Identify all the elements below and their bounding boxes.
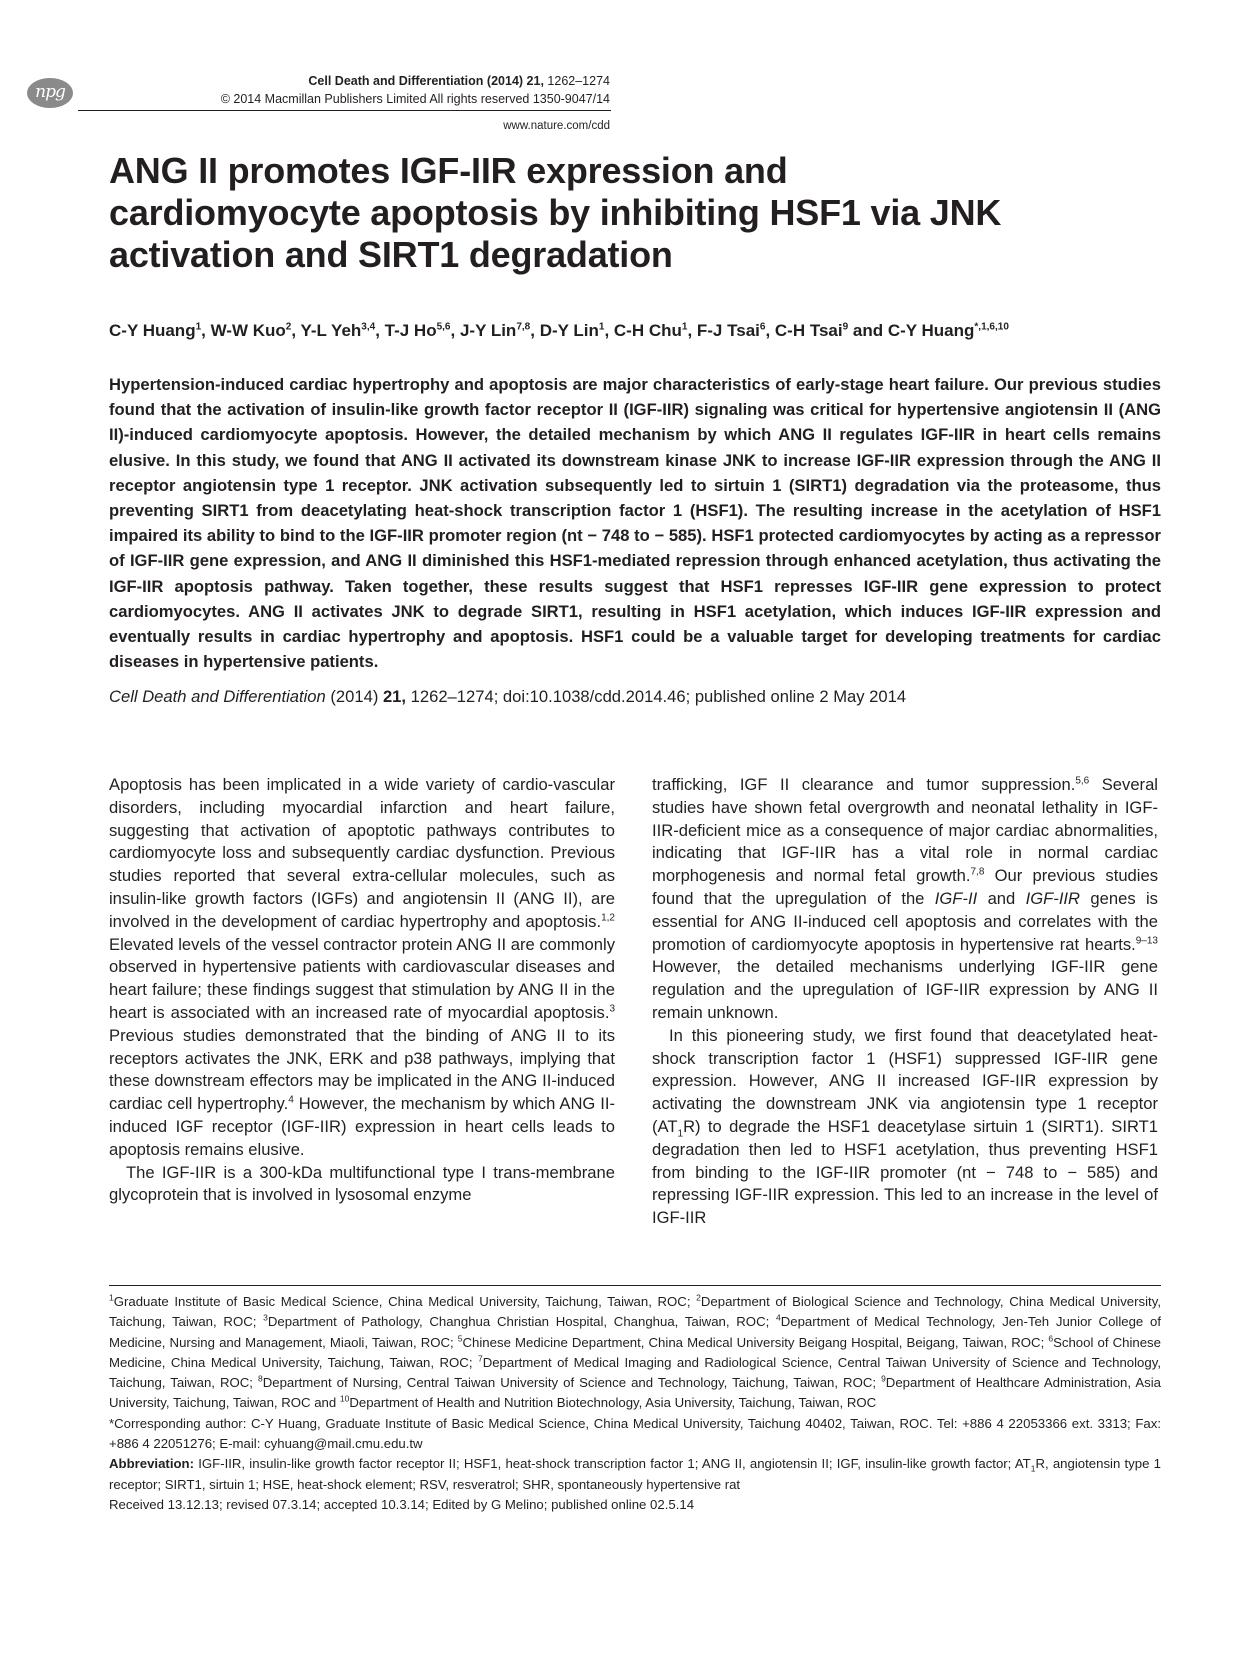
affiliation-number: 10 (339, 1394, 350, 1405)
affiliation-number: 1 (109, 1292, 114, 1303)
header-divider (78, 110, 611, 111)
affiliation-number: 7 (477, 1353, 483, 1364)
author-affiliation: 5,6 (436, 321, 451, 333)
body-text: Previous studies demonstrated that the binding of ANG II to its receptors activates the JNK, ERK and p38 pathways, implying that these downstream effectors may be implicated in the ANG II-induced cardiac cell hypertrophy. (109, 1025, 615, 1114)
author-affiliation: *,1,6,10 (974, 321, 1009, 333)
author-affiliation: 1 (681, 321, 688, 333)
body-paragraph: The IGF-IIR is a 300-kDa multifunctional type I trans-membrane glycoprotein that is involved in lysosomal enzyme (109, 1162, 615, 1205)
body-column-right (652, 774, 1158, 1230)
footnote-divider (109, 1285, 1161, 1286)
author-separator: , (450, 321, 460, 340)
affiliations (109, 1292, 1161, 1414)
author-separator: , (687, 321, 697, 340)
abstract: Hypertension-induced cardiac hypertrophy and apoptosis are major characteristics of early-stage heart failure. Our previous studies found that the activation of insulin-like growth factor receptor II (IGF-IIR) signaling was critical for hypertensive angiotensin II (ANG II)-induced cardiomyocyte apoptosis. However, the detailed mechanism by which ANG II regulates IGF-IIR in heart cells remains elusive. In this study, we found that ANG II activated its downstream kinase JNK to increase IGF-IIR expression through the ANG II receptor angiotensin type 1 receptor. JNK activation subsequently led to sirtuin 1 (SIRT1) degradation via the proteasome, thus preventing SIRT1 from deacetylating heat-shock transcription factor 1 (HSF1). The resulting increase in the acetylation of HSF1 impaired its ability to bind to the IGF-IIR promoter region (nt − 748 to − 585). HSF1 protected cardiomyocytes by acting as a repressor of IGF-IIR gene expression, and ANG II diminished this HSF1-mediated repression through enhanced acetylation, thus activating the IGF-IIR apoptosis pathway. Taken together, these results suggest that HSF1 represses IGF-IIR gene expression to protect cardiomyocytes. ANG II activates JNK to degrade SIRT1, resulting in HSF1 acetylation, which induces IGF-IIR expression and eventually results in cardiac hypertrophy and apoptosis. HSF1 could be a valuable target for developing treatments for cardiac diseases in hypertensive patients. (109, 375, 1161, 672)
reference-marker[interactable]: 3 (609, 1003, 615, 1015)
abbreviations (109, 1454, 1161, 1495)
author-name[interactable]: C-Y Huang (887, 321, 975, 340)
body-text: Elevated levels of the vessel contractor protein ANG II are commonly observed in hypertensive patients with cardiovascular diseases and heart failure; these findings suggest that stimulation by ANG II in the heart is associated with an increased rate of myocardial apoptosis. (109, 934, 615, 1022)
author-affiliation: 6 (759, 321, 766, 333)
journal-year: (2014) (486, 74, 524, 88)
author-separator: , (530, 321, 540, 340)
author-list (109, 321, 1169, 341)
body-paragraph (652, 1025, 1158, 1230)
affiliation-text: Chinese Medicine Department, China Medical University Beigang Hospital, Beigang, Taiwan, ROC; (462, 1334, 1049, 1350)
affiliation-number: 9 (881, 1373, 886, 1384)
corresponding-author: *Corresponding author: C-Y Huang, Graduate Institute of Basic Medical Science, China Medical University, Taichung 40402, Taiwan, ROC. Tel: +886 4 22053366 ext. 3313; Fax: +886 4 22051276; E-mail: cyhuang@mail.cmu.edu.tw (109, 1415, 1161, 1452)
journal-name: Cell Death and Differentiation (308, 74, 484, 88)
author-name[interactable]: J-Y Lin (459, 321, 517, 340)
reference-marker[interactable]: 1,2 (601, 912, 615, 924)
body-text: R) to degrade the HSF1 deacetylase sirtuin 1 (SIRT1). SIRT1 degradation then led to HSF1 acetylation, thus preventing HSF1 from binding to the IGF-IIR promoter (nt − 748 to − 585) and repressing IGF-IIR expression. This led to an increase in the level of IGF-IIR (652, 1116, 1158, 1228)
body-text: Our previous studies found that the upregulation of the (652, 866, 1158, 908)
body-paragraph (652, 774, 1158, 1025)
gene-name: IGF-IIR (1025, 888, 1081, 908)
affiliation-number: 6 (1048, 1333, 1054, 1344)
affiliation-text: Department of Medical Technology, Jen-Teh Junior College of Medicine, Nursing and Management, Miaoli, Taiwan, ROC; (109, 1314, 1162, 1350)
reference-marker[interactable]: 9–13 (1135, 935, 1158, 947)
citation-volume: 21, (382, 687, 407, 706)
reference-marker[interactable]: 5,6 (1075, 775, 1090, 787)
body-paragraph (109, 774, 615, 1162)
abbreviations-text: R, angiotensin type 1 receptor; SIRT1, sirtuin 1; HSE, heat-shock element; RSV, resveratrol; SHR, spontaneously hypertensive rat (109, 1456, 1161, 1492)
reference-marker[interactable]: 7,8 (970, 866, 985, 878)
journal-url[interactable]: www.nature.com/cdd (503, 120, 610, 132)
article-title: ANG II promotes IGF-IIR expression and cardiomyocyte apoptosis by inhibiting HSF1 via JNK activation and SIRT1 degradation (109, 150, 1002, 275)
author-affiliation: 9 (842, 321, 849, 333)
publisher-logo: npg (27, 78, 73, 108)
body-text: In this pioneering study, we first found that deacetylated heat-shock transcription factor 1 (HSF1) suppressed IGF-IIR gene expression. However, ANG II increased IGF-IIR expression by activating the downstream JNK via angiotensin type 1 receptor (AT (652, 1025, 1158, 1136)
affiliation-text: Department of Nursing, Central Taiwan University of Science and Technology, Taichung, Taiwan, ROC; (262, 1375, 882, 1391)
affiliation-text: Department of Medical Imaging and Radiological Science, Central Taiwan University of Science and Technology, Taichung, Taiwan, ROC; (109, 1354, 1161, 1391)
subscript: 1 (1030, 1464, 1036, 1475)
affiliation-text: Department of Biological Science and Technology, China Medical University, Taichung, Taiwan, ROC; (109, 1294, 1161, 1330)
author-separator: , (375, 321, 385, 340)
author-affiliation: 7,8 (516, 321, 531, 333)
author-separator: , (201, 321, 211, 340)
author-name[interactable]: C-Y Huang (109, 321, 196, 340)
author-name[interactable]: C-H Chu (613, 321, 682, 340)
affiliation-text: Department of Pathology, Changhua Christian Hospital, Changhua, Taiwan, ROC; (267, 1314, 776, 1330)
author-name[interactable]: D-Y Lin (539, 321, 599, 340)
received-dates: Received 13.12.13; revised 07.3.14; accepted 10.3.14; Edited by G Melino; published online 02.5.14 (109, 1496, 695, 1512)
abbreviations-text: IGF-IIR, insulin-like growth factor receptor II; HSF1, heat-shock transcription factor 1; ANG II, angiotensin II; IGF, insulin-like growth factor; AT (194, 1456, 1031, 1472)
affiliation-number: 3 (263, 1312, 268, 1323)
affiliation-text: Department of Health and Nutrition Biotechnology, Asia University, Taichung, Taiwan, ROC (349, 1395, 877, 1411)
author-affiliation: 3,4 (361, 321, 376, 333)
author-affiliation: 1 (598, 321, 605, 333)
reference-marker[interactable]: 4 (288, 1094, 294, 1106)
body-text: Apoptosis has been implicated in a wide variety of cardio-vascular disorders, including myocardial infarction and heart failure, suggesting that activation of apoptotic pathways contributes to cardiomyocyte loss and subsequently cardiac dysfunction. Previous studies reported that several extra-cellular molecules, such as insulin-like growth factors (IGFs) and angiotensin II (ANG II), are involved in the development of cardiac hypertrophy and apoptosis. (109, 775, 615, 931)
affiliation-text: Department of Healthcare Administration, Asia University, Taichung, Taiwan, ROC and (109, 1375, 1162, 1411)
subscript: 1 (677, 1128, 684, 1140)
body-text: and (977, 888, 1026, 908)
author-name[interactable]: C-H Tsai (774, 321, 843, 340)
author-separator: , (291, 321, 301, 340)
author-name[interactable]: Y-L Yeh (300, 321, 362, 340)
author-separator: , (765, 321, 775, 340)
citation-journal: Cell Death and Differentiation (109, 687, 326, 706)
author-separator: and (848, 321, 888, 340)
citation-line (109, 686, 1161, 708)
rights-line: © 2014 Macmillan Publishers Limited All rights reserved 1350-9047/14 (220, 92, 610, 106)
author-affiliation: 2 (285, 321, 292, 333)
abbreviations-label: Abbreviation: (109, 1456, 194, 1472)
author-affiliation: 1 (195, 321, 202, 333)
body-text: Several studies have shown fetal overgrowth and neonatal lethality in IGF-IIR-deficient mice as a consequence of major cardiac abnormalities, indicating that IGF-IIR has a vital role in normal cardiac morphogenesis and normal fetal growth. (652, 775, 1158, 886)
affiliation-number: 8 (257, 1373, 263, 1384)
affiliation-number: 5 (457, 1333, 463, 1344)
body-text: genes is essential for ANG II-induced cell apoptosis and correlates with the promotion of cardiomyocyte apoptosis in hypertensive rat hearts. (652, 888, 1158, 954)
author-name[interactable]: W-W Kuo (210, 321, 286, 340)
journal-pages: 1262–1274 (547, 74, 610, 88)
gene-name: IGF-II (934, 888, 978, 908)
body-column-left (109, 774, 615, 1207)
citation-year: (2014) (325, 687, 383, 706)
author-separator: , (604, 321, 614, 340)
affiliation-number: 4 (776, 1312, 781, 1323)
body-text: However, the detailed mechanisms underlying IGF-IIR gene regulation and the upregulation of IGF-IIR expression by ANG II remain unknown. (652, 957, 1158, 1022)
author-name[interactable]: T-J Ho (384, 321, 437, 340)
affiliation-number: 2 (696, 1292, 701, 1303)
body-text: trafficking, IGF II clearance and tumor suppression. (652, 775, 1076, 794)
author-name[interactable]: F-J Tsai (696, 321, 760, 340)
journal-volume: 21, (526, 74, 544, 88)
affiliation-text: School of Chinese Medicine, China Medical University, Taichung, Taiwan, ROC; (109, 1334, 1161, 1370)
affiliation-text: Graduate Institute of Basic Medical Science, China Medical University, Taichung, Taiwan, ROC; (113, 1294, 697, 1309)
body-text: However, the mechanism by which ANG II-induced IGF receptor (IGF-IIR) expression in heart cells leads to apoptosis remains elusive. (109, 1094, 616, 1159)
journal-header (308, 74, 610, 88)
citation-details: 1262–1274; doi:10.1038/cdd.2014.46; published online 2 May 2014 (406, 687, 907, 706)
footnotes (109, 1292, 1161, 1515)
